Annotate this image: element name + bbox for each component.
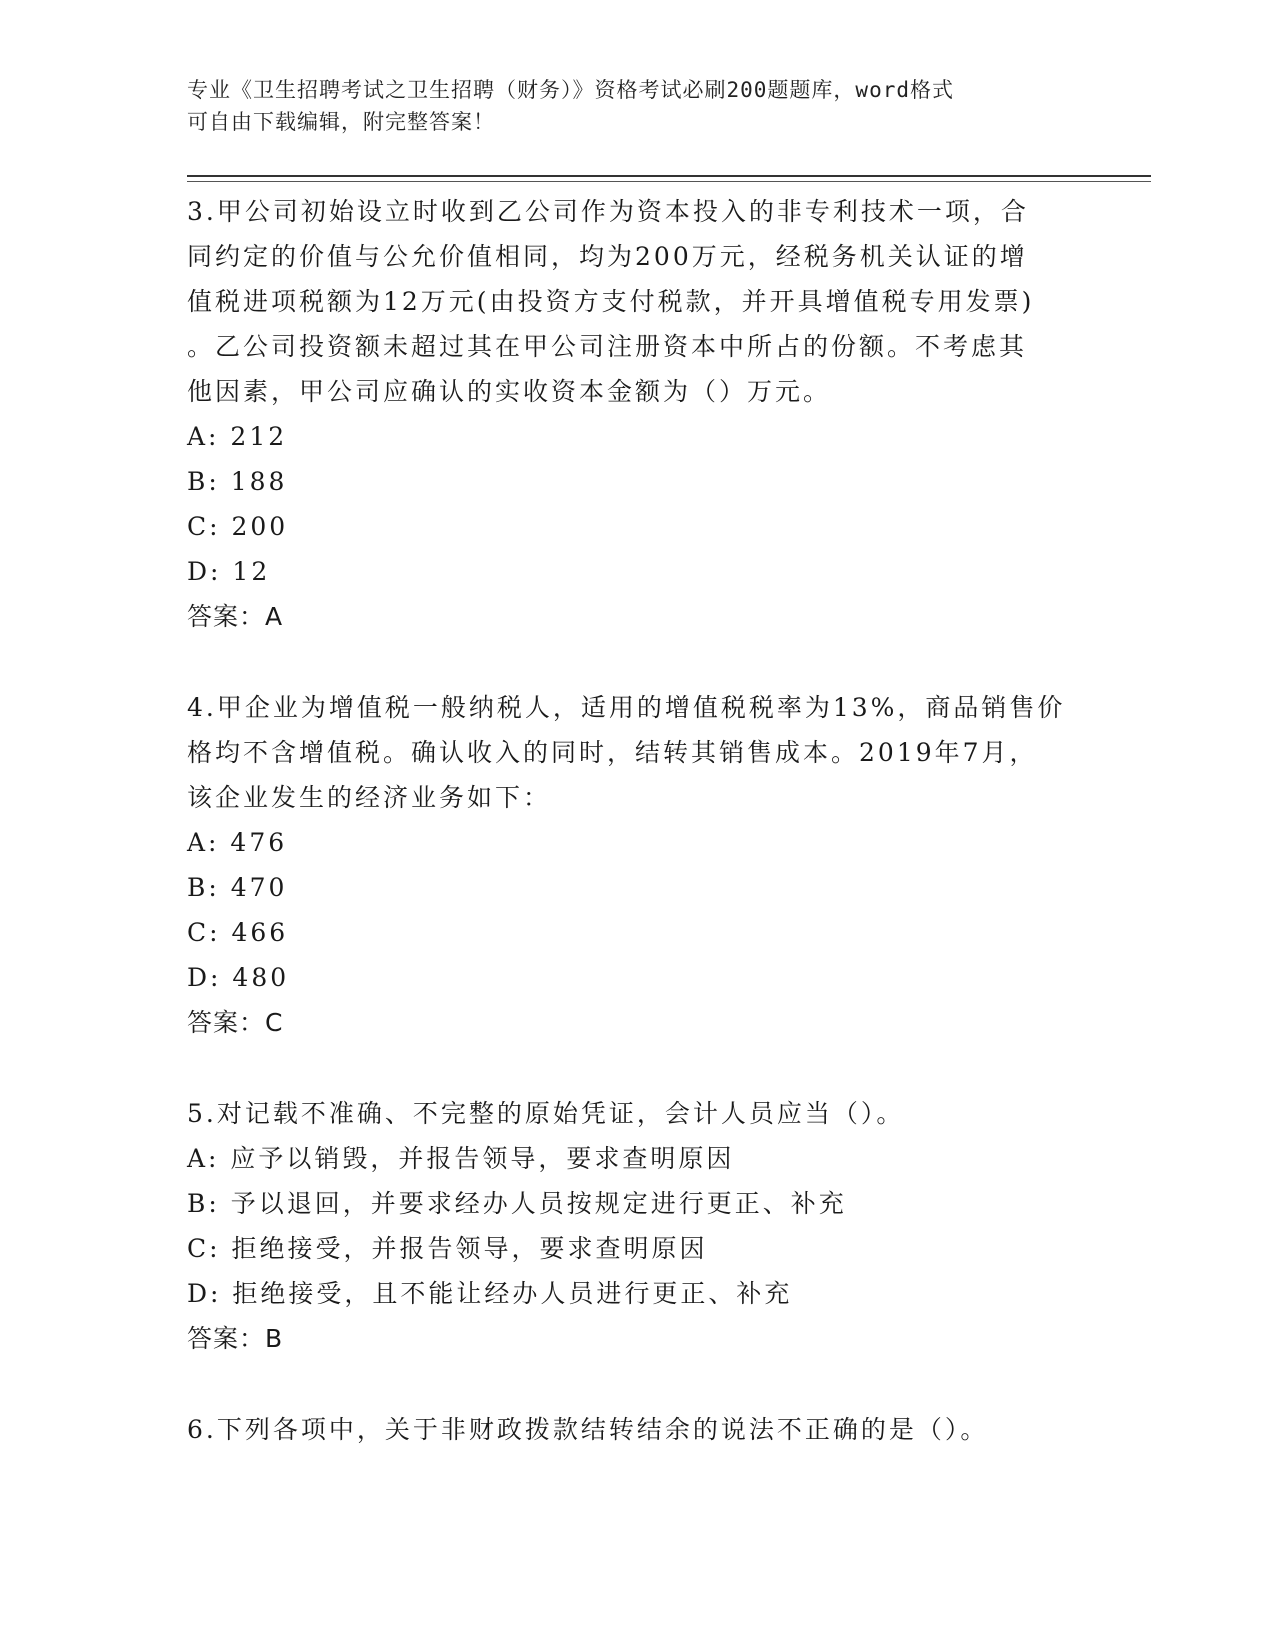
question-5-option-d: D: 拒绝接受，且不能让经办人员进行更正、补充 <box>187 1279 793 1308</box>
question-4-line: 4.甲企业为增值税一般纳税人，适用的增值税税率为13%，商品销售价 <box>187 693 1066 722</box>
question-3 <box>187 189 1087 640</box>
question-5-answer: 答案：B <box>187 1324 284 1353</box>
question-3-line: 同约定的价值与公允价值相同，均为200万元，经税务机关认证的增 <box>187 242 1028 271</box>
question-3-option-d: D: 12 <box>187 557 271 586</box>
question-3-option-c: C: 200 <box>187 512 289 541</box>
question-3-line: 他因素，甲公司应确认的实收资本金额为（）万元。 <box>187 377 832 406</box>
question-4-line: 该企业发生的经济业务如下： <box>187 783 552 812</box>
question-spacer <box>187 1362 1087 1407</box>
question-3-line: 。乙公司投资额未超过其在甲公司注册资本中所占的份额。不考虑其 <box>187 332 1028 361</box>
question-6 <box>187 1407 1087 1452</box>
question-3-option-b: B: 188 <box>187 467 288 496</box>
question-4-option-d: D: 480 <box>187 963 290 992</box>
question-spacer <box>187 640 1087 685</box>
question-4 <box>187 685 1087 1046</box>
header-divider-thin <box>187 181 1151 182</box>
question-5-option-c: C: 拒绝接受，并报告领导，要求查明原因 <box>187 1234 708 1263</box>
document-header <box>187 74 1087 138</box>
question-3-answer: 答案：A <box>187 602 284 631</box>
question-4-option-a: A: 476 <box>187 828 288 857</box>
question-4-option-b: B: 470 <box>187 873 288 902</box>
header-line-1: 专业《卫生招聘考试之卫生招聘（财务）》资格考试必刷200题题库，word格式 <box>187 78 954 102</box>
question-5-option-a: A: 应予以销毁，并报告领导，要求查明原因 <box>187 1144 735 1173</box>
header-line-2: 可自由下载编辑，附完整答案！ <box>187 110 495 134</box>
question-5 <box>187 1091 1087 1362</box>
question-3-line: 3.甲公司初始设立时收到乙公司作为资本投入的非专利技术一项，合 <box>187 197 1029 226</box>
question-4-option-c: C: 466 <box>187 918 289 947</box>
header-divider-thick <box>187 175 1151 177</box>
question-3-line: 值税进项税额为12万元(由投资方支付税款，并开具增值税专用发票) <box>187 287 1035 316</box>
question-6-line: 6.下列各项中，关于非财政拨款结转结余的说法不正确的是（）。 <box>187 1415 989 1444</box>
question-spacer <box>187 1046 1087 1091</box>
question-4-answer: 答案：C <box>187 1008 284 1037</box>
question-list <box>187 189 1087 1452</box>
question-5-line: 5.对记载不准确、不完整的原始凭证，会计人员应当（）。 <box>187 1099 905 1128</box>
question-3-option-a: A: 212 <box>187 422 288 451</box>
question-5-option-b: B: 予以退回，并要求经办人员按规定进行更正、补充 <box>187 1189 847 1218</box>
question-4-line: 格均不含增值税。确认收入的同时，结转其销售成本。2019年7月， <box>187 738 1038 767</box>
